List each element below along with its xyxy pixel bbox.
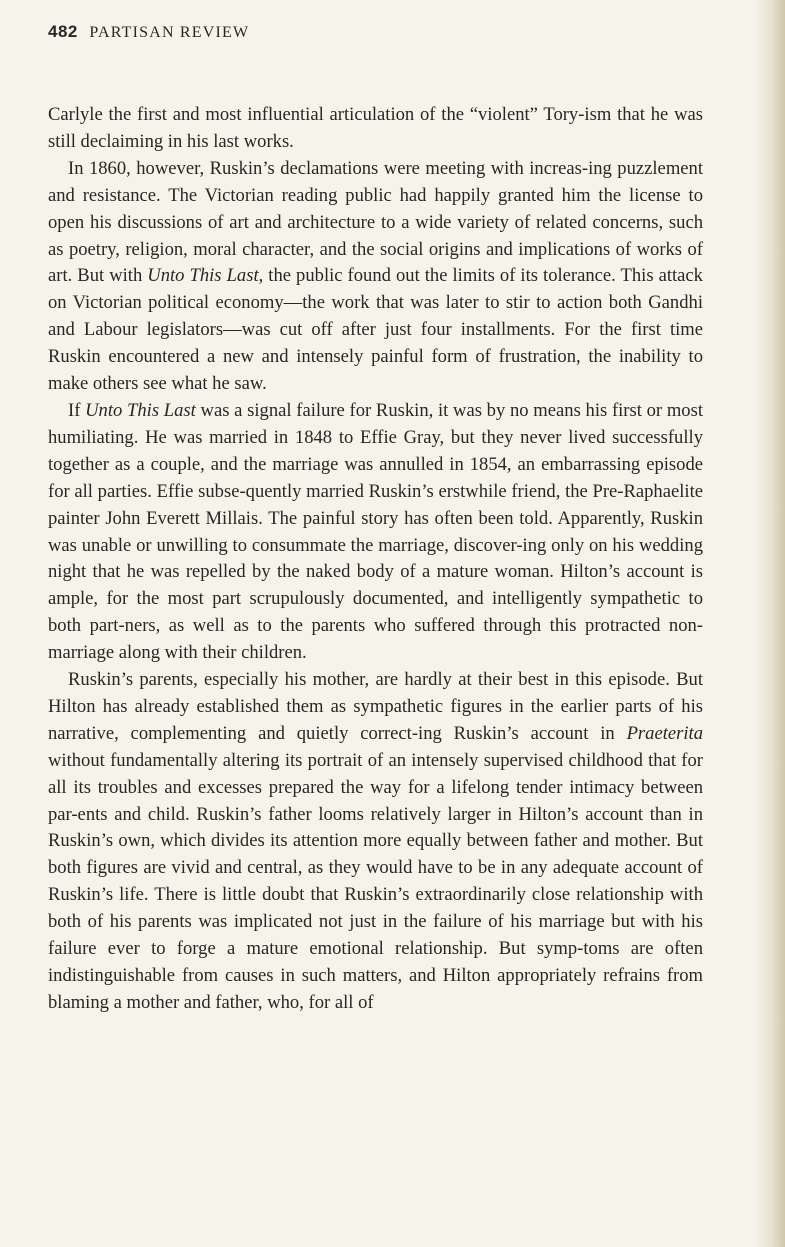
paragraph-4 (48, 667, 703, 1017)
text-segment: Carlyle the first and most influential articulation of the “violent” Tory-ism that he was still declaiming in his last works. (48, 104, 703, 152)
journal-title: PARTISAN REVIEW (89, 24, 250, 41)
text-segment: In 1860, however, Ruskin’s declamations were meeting with increas-ing puzzlement and resistance. The Victorian reading public had happily granted him the license to open his discussions of art and architecture to a wide variety of related concerns, such as poetry, religion, moral character, and the social origins and implications of works of art. But with (48, 157, 703, 287)
running-head (48, 22, 249, 42)
text-segment: , the public found out the limits of its tolerance. This attack on Victorian political economy—the work that was later to stir to action both Gandhi and Labour legislators—was cut off after just four installments. For the first time Ruskin encountered a new and intensely painful form of frustration, the inability to make others see what he saw. (48, 265, 703, 395)
text-segment: If (68, 399, 86, 421)
book-title-italic: Praeterita (626, 722, 703, 744)
paragraph-1 (48, 102, 703, 156)
paragraph-2 (48, 156, 703, 398)
book-title-italic: Unto This Last (85, 399, 196, 421)
page-number: 482 (48, 22, 78, 41)
article-body (48, 102, 703, 1017)
paragraph-3 (48, 398, 703, 667)
text-segment: was a signal failure for Ruskin, it was by no means his first or most humiliating. He was married in 1848 to Effie Gray, but they never lived successfully together as a couple, and the marriage was annulled in 1854, an embarrassing episode for all parties. Effie subse-quently married Ruskin’s erstwhile friend, the Pre-Raphaelite painter John Everett Millais. The painful story has often been told. Apparently, Ruskin was unable or unwilling to consummate the marriage, discover-ing only on his wedding night that he was repelled by the naked body of a mature woman. Hilton’s account is ample, for the most part scrupulously documented, and intelligently sympathetic to both part-ners, as well as to the parents who suffered through this protracted non-marriage along with their children. (48, 399, 703, 664)
text-segment: without fundamentally altering its portrait of an intensely supervised childhood that for all its troubles and excesses prepared the way for a lifelong tender intimacy between par-ents and child. Ruskin’s father looms relatively larger in Hilton’s account than in Ruskin’s own, which divides its attention more equally between father and mother. But both figures are vivid and central, as they would have to be in any adequate account of Ruskin’s life. There is little doubt that Ruskin’s extraordinarily close relationship with both of his parents was implicated not just in the failure of his marriage but with his failure ever to forge a mature emotional relationship. But symp-toms are often indistinguishable from causes in such matters, and Hilton appropriately refrains from blaming a mother and father, who, for all of (48, 749, 703, 1013)
text-segment: Ruskin’s parents, especially his mother, are hardly at their best in this episode. But Hilton has already established them as sympathetic figures in the earlier parts of his narrative, complementing and quietly correct-ing Ruskin’s account in (48, 669, 703, 744)
page-gutter-shadow (755, 0, 785, 1247)
book-title-italic: Unto This Last (147, 265, 259, 287)
